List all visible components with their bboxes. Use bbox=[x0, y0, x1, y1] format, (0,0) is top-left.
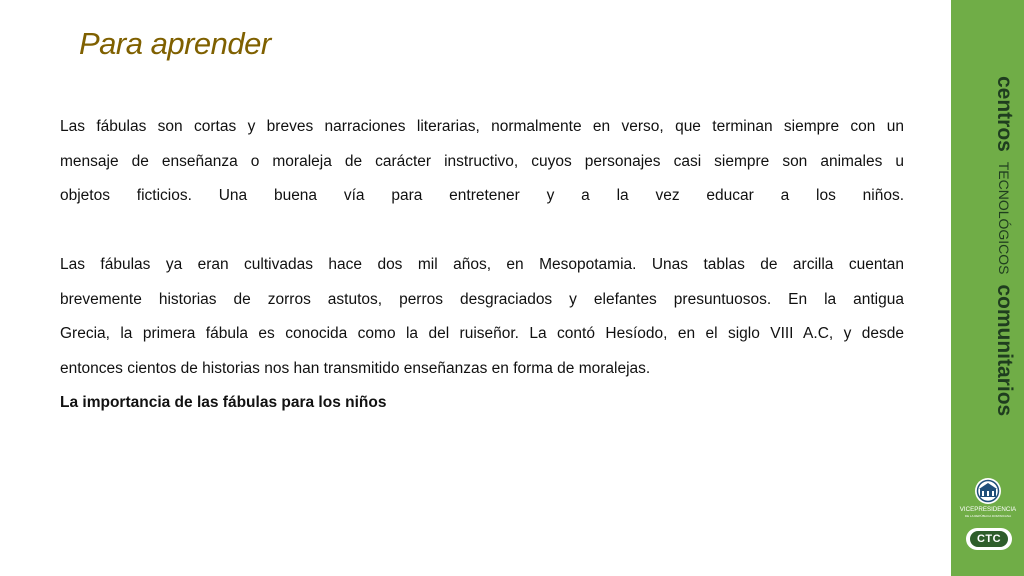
brand-word-comunitarios: comunitarios bbox=[993, 284, 1016, 417]
paragraph-2-line-3: Grecia, la primera fábula es conocida como la del ruiseñor. La contó Hesíodo, en el siglo VIII A.C, y desde bbox=[60, 325, 904, 342]
vp-logo-label: VICEPRESIDENCIA bbox=[959, 506, 1017, 513]
paragraph-1-line-3: objetos ficticios. Una buena vía para entretener y a la vez educar a los niños. bbox=[60, 187, 904, 204]
centros-tecnologicos-comunitarios-wordmark bbox=[950, 76, 1016, 430]
ctc-logo-text: CTC bbox=[970, 531, 1008, 547]
paragraph-1-line-1: Las fábulas son cortas y breves narraciones literarias, normalmente en verso, que terminan siempre con un bbox=[60, 118, 904, 135]
vp-logo-sublabel: DE LA REPÚBLICA DOMINICANA bbox=[964, 514, 1012, 518]
slide-body bbox=[60, 110, 904, 421]
slide-title: Para aprender bbox=[79, 26, 271, 61]
paragraph-1-line-2: mensaje de enseñanza o moraleja de carácter instructivo, cuyos personajes casi siempre son animales u bbox=[60, 152, 904, 170]
brand-word-tecnologicos: TECNOLÓGICOS bbox=[996, 161, 1012, 275]
paragraph-2-line-2: brevemente historias de zorros astutos, perros desgraciados y elefantes presuntuosos. En la antigua bbox=[60, 290, 904, 308]
vicepresidencia-logo bbox=[958, 476, 1018, 520]
paragraph-2-line-1: Las fábulas ya eran cultivadas hace dos mil años, en Mesopotamia. Unas tablas de arcilla cuentan bbox=[60, 256, 904, 273]
paragraph-gap bbox=[60, 214, 904, 249]
section-subheading: La importancia de las fábulas para los niños bbox=[60, 394, 387, 411]
ctc-logo bbox=[966, 528, 1012, 550]
brand-word-centros: centros bbox=[993, 76, 1016, 152]
paragraph-2-line-4: entonces cientos de historias nos han transmitido enseñanzas en forma de moralejas. bbox=[60, 359, 651, 377]
